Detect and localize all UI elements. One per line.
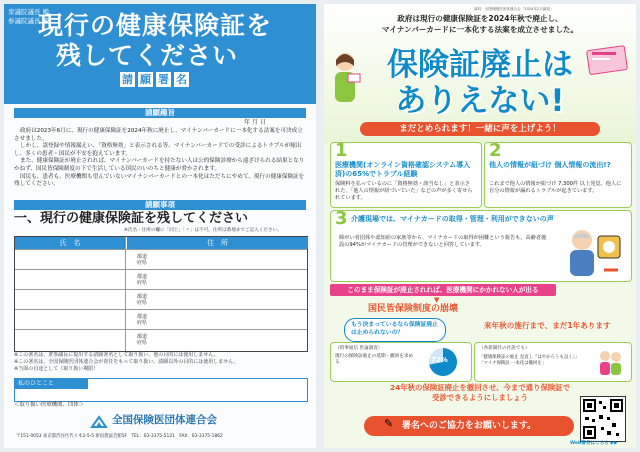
note-line: ※当面の目途として（取り扱い期限）	[14, 366, 99, 372]
items-header: 請願事項	[14, 200, 306, 210]
addressee-line: 参議院議長 殿	[8, 17, 50, 25]
pen-icon: ✎	[384, 417, 394, 430]
note-line: ※この署名は、衆参議長に提出する請願署名として取り扱い、他の目的には使用しません。	[14, 352, 219, 358]
survey-card	[330, 342, 472, 382]
next-year-text: 来年秋の施行まで、まだ1年あります	[484, 321, 611, 330]
point-heading: 医療機関(オンライン資格確認システム導入済)の65%でトラブル経験	[335, 161, 471, 178]
purpose-text	[14, 128, 306, 189]
point-card-2	[484, 142, 632, 208]
pie-percent: 72%	[431, 356, 448, 364]
purpose-paragraph: 政府は2023年6月に、現行の健康保険証を2024年秋に廃止し、マイナンバーカードに一本化する法案を可決成立させました。	[14, 128, 303, 142]
table-note: ※氏名・住所の欄に「同上」「〃」は不可。住所は番地までご記入ください。	[124, 228, 282, 233]
flyer-title-line2: ありえない!	[395, 83, 565, 119]
signature-row[interactable]	[15, 309, 307, 330]
callout-line2: 受診できるようにしましょう	[431, 393, 529, 402]
purpose-paragraph: 国民も、患者も、医療機関も望んでいないマイナンバーカードとの一本化はただちにやめて、現行の健康保険証を残してください。	[14, 173, 305, 188]
date-label: 年 月 日	[244, 119, 266, 126]
purpose-paragraph: しかし、誤登録や情報漏えい、「資格無効」と表示される等、マイナンバーカードでの受診によるトラブルが頻出し、多くの患者・国民が不安を抱えています。	[14, 143, 302, 157]
petition-form-page	[4, 4, 316, 448]
notes	[14, 352, 306, 373]
source-note: 資料：全国保険医団体連合会「2024年2月調査」	[474, 7, 554, 11]
hitokoto-label: 私のひとこと	[15, 379, 88, 389]
flyer-page	[324, 4, 636, 448]
signature-row[interactable]	[15, 249, 307, 270]
survey-label: （時事通信 世論調査）	[335, 346, 383, 351]
org-name: 全国保険医団体連合会	[112, 414, 217, 426]
web-signature-link[interactable]: Web署名はこちら ▶▶	[570, 441, 618, 446]
point-number: 1	[335, 140, 348, 161]
people-illustration-icon	[595, 347, 625, 377]
signature-row[interactable]	[15, 329, 307, 351]
question-bubble	[344, 318, 446, 342]
editorials-card	[474, 342, 632, 382]
prefecture-label: 都道 府県	[137, 334, 148, 346]
prefecture-label: 都道 府県	[137, 294, 148, 306]
prefecture-label: 都道 府県	[137, 274, 148, 286]
prefecture-label: 都道 府県	[137, 314, 148, 326]
prefecture-label: 都道 府県	[137, 254, 148, 266]
callout-line1: 24年秋の保険証廃止を撤回させ、今まで通り保険証で	[389, 383, 571, 392]
purpose-paragraph: また、健康保険証が廃止されれば、マイナンバーカードを持たない人は公的保険診療から遠ざけられる結果となりかねず、国民皆保険制度の下で生活している国民のいのちと健康が脅かされます。	[14, 158, 305, 172]
col-address-header: 住 所	[126, 237, 308, 249]
hitokoto-box[interactable]	[14, 378, 308, 402]
point-heading: 介護現場では、マイナカードの取得・管理・利用ができないの声	[351, 215, 554, 223]
qr-code-icon[interactable]	[580, 396, 626, 442]
survey-text: 現行の保険証廃止の延期・撤回を求める	[335, 354, 414, 365]
petition-char: 請	[122, 73, 133, 86]
org-address: 〒151-0053 東京都渋谷区代々木2-5-5 新宿農協会館5F TEL：03-3375-5121 FAX：03-3375-1862	[16, 434, 223, 439]
point-text: これまで他人の情報が紐づけ 7,300件 以上発覚。他人に自分の情報が漏れるトラブルが起きています。	[489, 181, 622, 194]
petition-char: 名	[176, 73, 187, 86]
elderly-illustration-icon	[560, 226, 624, 278]
editorials-text: 「健康保険証の廃止 見直し『はやかろうも良く』」 「マイナ保険証 一本化は撤回を」	[479, 355, 580, 366]
action-banner: まだとめられます！一緒に声を上げよう！	[360, 122, 600, 136]
point-heading: 他人の情報が紐づけ 個人情報の流出!?	[489, 161, 611, 169]
point-card-1	[330, 142, 482, 208]
purpose-header: 請願趣旨	[14, 108, 306, 118]
petition-title-line2: 残してください	[56, 41, 239, 70]
lead-line2: マイナンバーカードに一本化する法案を成立させました。	[381, 25, 579, 34]
flyer-title-line1: 保険証廃止は	[387, 47, 573, 83]
warning-bar: このまま保険証が廃止されれば、医療機関にかかれない人が出る	[330, 284, 556, 296]
point-text: 保険料を払っているのに「資格無効・該当なし」と表示された、「他人の情報が紐づいていた」などの声が多く寄せられています。	[335, 181, 473, 201]
org-logo-icon	[90, 414, 108, 428]
point-number: 3	[335, 208, 348, 229]
signature-row[interactable]	[15, 269, 307, 290]
lead-line1: 政府は現行の健康保険証を2024年秋で廃止し、	[397, 14, 563, 23]
collapse-text: 国民皆保険制度の崩壊	[368, 304, 459, 314]
petition-label	[120, 72, 189, 87]
note-line: ※この署名は、全国保険医団体連合会が責任をもって取り扱い、請願以外の目的には使用しません。	[14, 359, 239, 365]
signature-request-bar: 署名へのご協力をお願いします。	[364, 416, 574, 436]
signature-row[interactable]	[15, 289, 307, 310]
question-text: もう決まっているなら保険証廃止は止められないの？	[351, 322, 438, 336]
addressee-line: 衆議院議長 殿	[8, 8, 50, 16]
down-arrow-icon: ▼	[434, 296, 440, 304]
col-name-header: 氏 名	[15, 237, 125, 249]
point-number: 2	[489, 140, 502, 161]
contact-label: ＜取り扱い医療機関、団体＞	[14, 402, 85, 408]
petition-title-line1: 現行の健康保険証を	[38, 11, 273, 40]
signature-table	[14, 236, 308, 352]
petition-char: 願	[140, 73, 151, 86]
request-item: 一、現行の健康保険証を残してください	[14, 211, 249, 226]
editorials-label: （各新聞社の社説でも）	[479, 346, 530, 351]
petition-char: 署	[158, 73, 169, 86]
point-text: 障がい者団体や認知症の家族等から、マイナカードの取得が困難という報告も。高齢者施設の94%がマイナカードの管理ができないと回答しています。	[339, 235, 547, 248]
